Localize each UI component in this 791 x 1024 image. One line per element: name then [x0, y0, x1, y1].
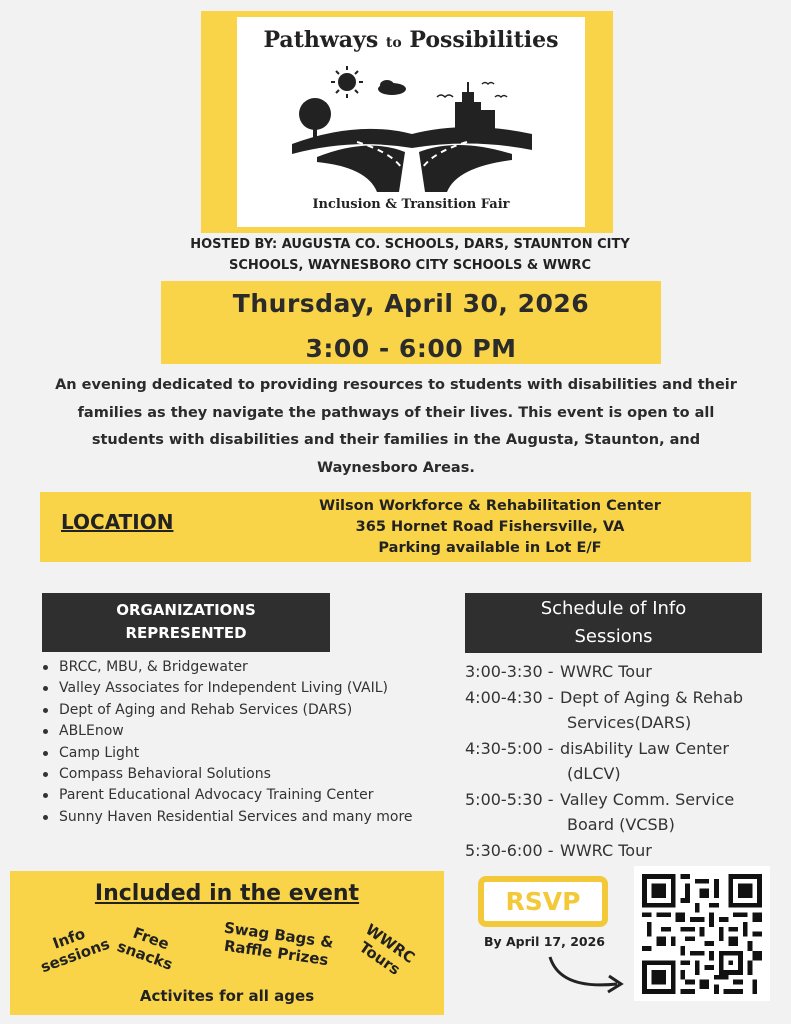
location-street: 365 Hornet Road Fishersville, VA [355, 519, 625, 535]
organization-item: Sunny Haven Residential Services and many more [40, 807, 425, 828]
organization-item: Compass Behavioral Solutions [40, 764, 425, 785]
hosted-by [150, 234, 670, 276]
included-tours: WWRC Tours [356, 920, 419, 979]
schedule-heading [465, 593, 762, 653]
logo-title [237, 27, 585, 53]
rsvp-button[interactable]: RSVP [478, 876, 608, 927]
organizations-heading [42, 593, 330, 652]
schedule-row [465, 736, 775, 787]
schedule-time: 5:30-6:00 - [465, 840, 554, 860]
included-title: Included in the event [94, 881, 360, 906]
included-activities: Activites for all ages [139, 987, 315, 1005]
rsvp-deadline: By April 17, 2026 [483, 934, 606, 949]
organizations-heading-line2: REPRESENTED [125, 624, 247, 642]
schedule-session: WWRC Tour [560, 840, 652, 860]
event-logo [237, 17, 585, 227]
schedule-heading-line2: Sessions [574, 626, 653, 647]
schedule-time: 4:30-5:00 - [465, 738, 554, 758]
location-banner [40, 492, 751, 562]
date-time-banner [161, 281, 661, 364]
event-time: 3:00 - 6:00 PM [305, 334, 517, 363]
hosted-by-line2: SCHOOLS, WAYNESBORO CITY SCHOOLS & WWRC [229, 258, 591, 273]
organizations-heading-line1: ORGANIZATIONS [116, 601, 256, 619]
location-venue: Wilson Workforce & Rehabilitation Center [319, 498, 661, 514]
hosted-by-line1: HOSTED BY: AUGUSTA CO. SCHOOLS, DARS, STAUNTON CITY [190, 237, 630, 252]
logo-subtitle: Inclusion & Transition Fair [312, 197, 510, 212]
schedule-row [465, 787, 775, 838]
schedule-row [465, 685, 775, 736]
schedule-row [465, 838, 775, 864]
schedule-time: 3:00-3:30 - [465, 662, 554, 681]
included-free-snacks: Free snacks [114, 923, 176, 974]
logo-title-to: to [385, 35, 402, 51]
organization-item: Parent Educational Advocacy Training Center [40, 785, 425, 806]
curved-arrow-icon [545, 952, 630, 997]
qr-code-icon [642, 874, 762, 994]
schedule-time: 5:00-5:30 - [465, 789, 554, 809]
location-label: LOCATION [61, 510, 174, 534]
logo-frame [201, 11, 613, 233]
rsvp-qr-code[interactable] [634, 866, 770, 1001]
schedule-heading-line1: Schedule of Info [540, 598, 687, 619]
schedule-row [465, 659, 775, 685]
included-info-sessions: Info sessions [38, 924, 112, 977]
logo-title-end: Possibilities [409, 27, 559, 53]
location-address [280, 496, 700, 559]
event-description: An evening dedicated to providing resources to students with disabilities and their families as they navigate the pathways of their lives. This event is open to all students with disabilities and their families in the Augusta, Staunton, and Waynesboro Areas. [55, 377, 737, 476]
organizations-list [40, 657, 425, 828]
schedule-session: Dept of Aging & Rehab Services(DARS) [560, 687, 744, 732]
schedule-session: WWRC Tour [560, 662, 652, 681]
organization-item: Camp Light [40, 743, 425, 764]
schedule-time: 4:00-4:30 - [465, 687, 554, 707]
included-swag: Swag Bags & Raffle Prizes [222, 918, 335, 970]
schedule-list [465, 659, 775, 863]
organization-item: Valley Associates for Independent Living (VAIL) [40, 678, 425, 699]
location-parking: Parking available in Lot E/F [378, 540, 602, 556]
schedule-session: disAbility Law Center (dLCV) [560, 738, 729, 783]
schedule-session: Valley Comm. Service Board (VCSB) [560, 789, 735, 834]
organization-item: BRCC, MBU, & Bridgewater [40, 657, 425, 678]
roads-landscape-icon [287, 62, 537, 192]
logo-title-main: Pathways [263, 27, 379, 53]
organization-item: ABLEnow [40, 721, 425, 742]
event-date: Thursday, April 30, 2026 [232, 289, 590, 318]
included-box [10, 871, 444, 1015]
organization-item: Dept of Aging and Rehab Services (DARS) [40, 700, 425, 721]
